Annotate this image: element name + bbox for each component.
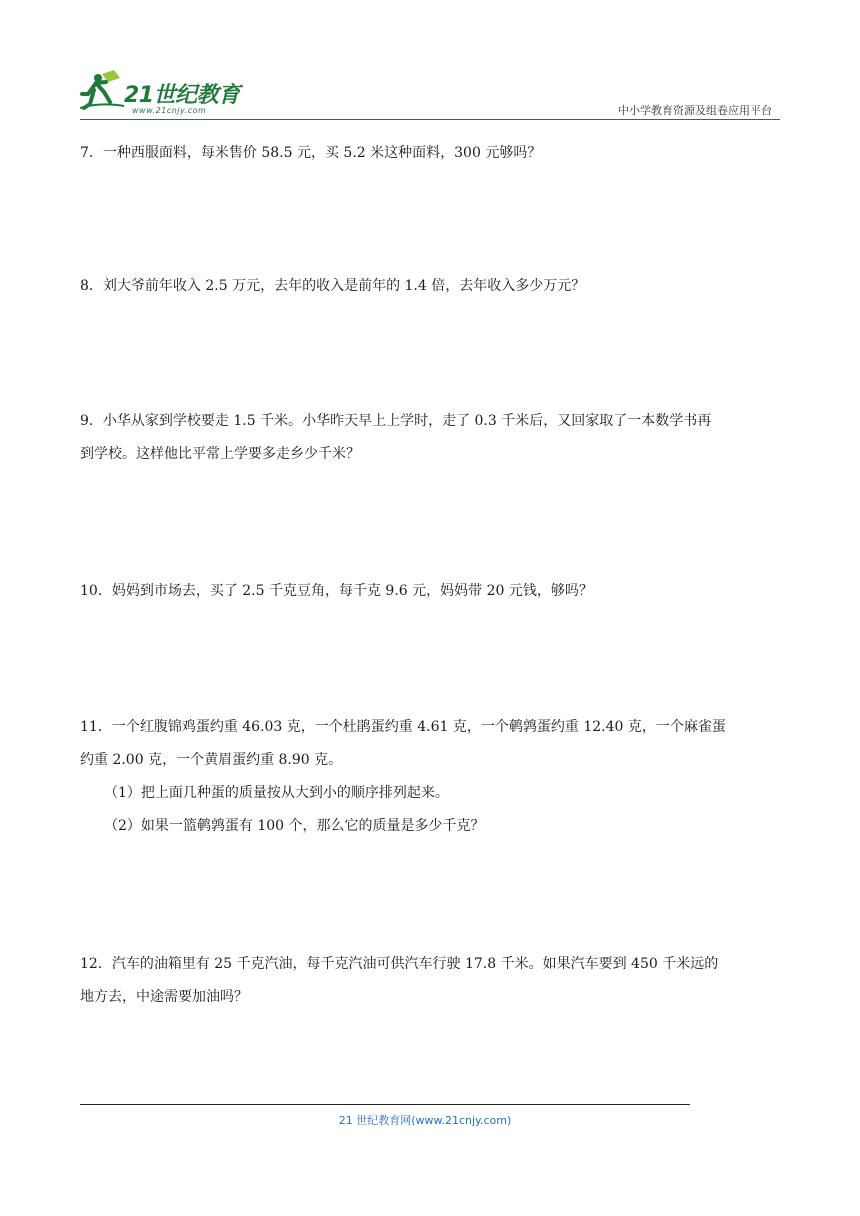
runner-logo-icon: [80, 68, 126, 112]
question-line: 7．一种西服面料，每米售价 58.5 元，买 5.2 米这种面料，300 元够吗？: [80, 145, 542, 161]
question-10: [80, 575, 780, 608]
header-divider: [80, 119, 780, 120]
question-line: 10．妈妈到市场去，买了 2.5 千克豆角，每千克 9.6 元，妈妈带 20 元钱，够吗？: [80, 583, 593, 599]
question-11: [80, 711, 780, 843]
question-line: 约重 2.00 克，一个黄眉蛋约重 8.90 克。: [80, 752, 343, 768]
question-line: 11．一个红腹锦鸡蛋约重 46.03 克，一个杜鹃蛋约重 4.61 克，一个鹌鹑蛋约重 12.40 克，一个麻雀蛋: [80, 719, 726, 735]
question-line: 8．刘大爷前年收入 2.5 万元，去年的收入是前年的 1.4 倍，去年收入多少万元？: [80, 278, 586, 294]
sub-question-2: （2）如果一篮鹌鹑蛋有 100 个，那么它的质量是多少千克？: [104, 818, 485, 834]
footer-divider: [80, 1104, 690, 1105]
question-line: 地方去，中途需要加油吗？: [80, 989, 248, 1005]
question-line: 到学校。这样他比平常上学要多走乡少千米？: [80, 446, 360, 462]
logo-text: 21世纪教育: [124, 83, 240, 108]
question-12: [80, 948, 780, 1014]
question-8: [80, 270, 780, 303]
site-logo: [80, 68, 250, 116]
question-9: [80, 405, 780, 471]
question-line: 9．小华从家到学校要走 1.5 千米。小华昨天早上上学时，走了 0.3 千米后，又回家取了一本数学书再: [80, 413, 712, 429]
question-line: 12．汽车的油箱里有 25 千克汽油，每千克汽油可供汽车行驶 17.8 千米。如果汽车要到 450 千米远的: [80, 956, 719, 972]
logo-url: www.21cnjy.com: [132, 106, 207, 115]
sub-question-1: （1）把上面几种蛋的质量按从大到小的顺序排列起来。: [104, 785, 449, 801]
footer-link[interactable]: 21 世纪教育网(www.21cnjy.com): [338, 1114, 512, 1127]
platform-title: 中小学教育资源及组卷应用平台: [618, 104, 772, 117]
question-7: [80, 137, 780, 170]
page-header: [80, 62, 780, 120]
